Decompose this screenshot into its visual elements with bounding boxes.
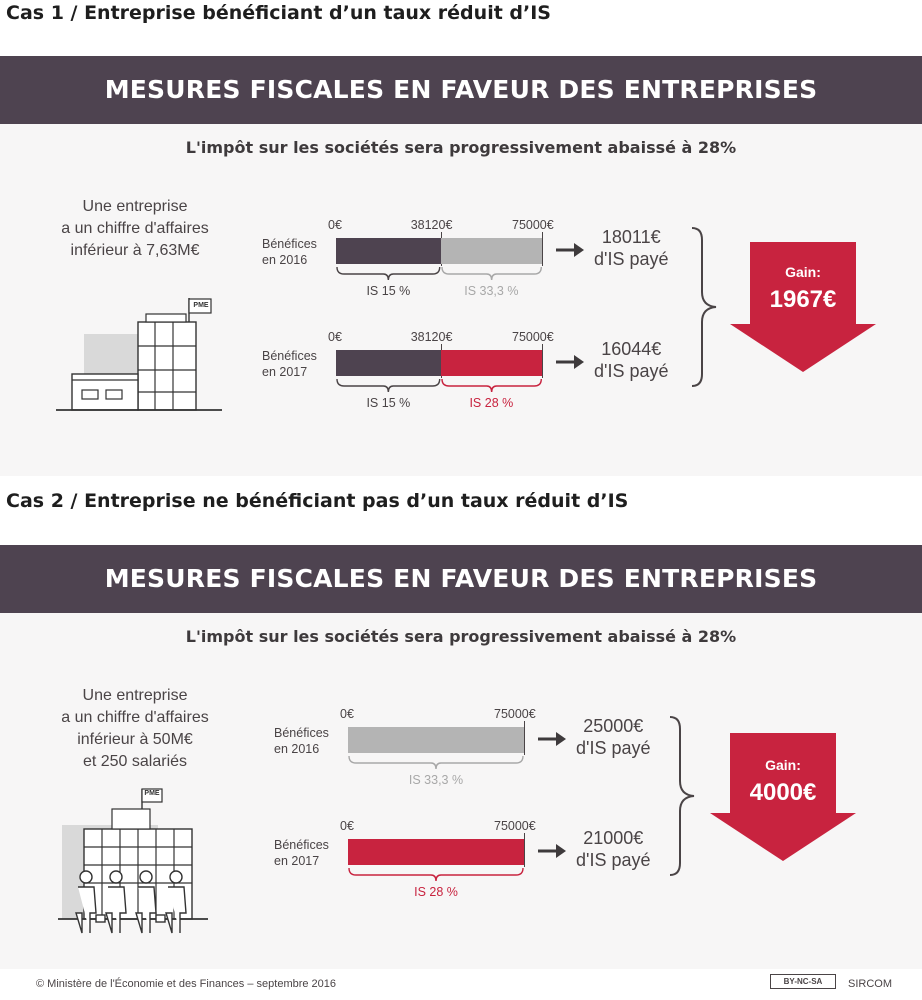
- tax-paid-result: [576, 715, 651, 759]
- row-label-line: en 2017: [274, 854, 320, 868]
- right-arrow-icon: [556, 240, 584, 260]
- tax-paid-line: d'IS payé: [576, 850, 651, 870]
- segment-rate-label: IS 33,3 %: [464, 284, 519, 298]
- segment-brace: [441, 378, 542, 394]
- case2-description-line: Une entreprise: [82, 687, 188, 704]
- case1-gain-label: Gain:: [785, 264, 821, 280]
- case2-group-brace: [668, 715, 698, 877]
- tick-line: [524, 833, 525, 867]
- row-label-line: en 2016: [274, 742, 320, 756]
- case1-subtitle: L'impôt sur les sociétés sera progressivement abaissé à 28%: [185, 138, 737, 157]
- bar-segment: [348, 839, 524, 865]
- tax-paid-result: [594, 226, 669, 270]
- bar-segment: [336, 238, 441, 264]
- case1-description-line: Une entreprise: [82, 198, 188, 215]
- case2-description-line: a un chiffre d'affaires: [61, 709, 209, 726]
- row-label: [262, 348, 317, 380]
- case2-gain-label: Gain:: [765, 757, 801, 773]
- case2-subtitle: L'impôt sur les sociétés sera progressivement abaissé à 28%: [185, 627, 737, 646]
- row-label: [274, 837, 329, 869]
- tick-label: 38120€: [410, 330, 453, 344]
- people-icon: [72, 867, 192, 937]
- segment-rate-label: IS 28 %: [414, 885, 458, 899]
- segment-rate-label: IS 15 %: [366, 284, 411, 298]
- row-label: [262, 236, 317, 268]
- bar-segment: [441, 238, 542, 264]
- case2-description-line: inférieur à 50M€: [77, 731, 193, 748]
- row-label-line: Bénéfices: [262, 349, 317, 363]
- case1-group-brace: [690, 226, 720, 388]
- row-label-line: en 2017: [262, 365, 308, 379]
- building-icon: [52, 296, 227, 414]
- tax-paid-line: 18011€: [601, 227, 661, 247]
- segment-rate-label: IS 28 %: [469, 396, 514, 410]
- case2-description-line: et 250 salariés: [82, 753, 188, 770]
- footer-credit: SIRCOM: [848, 978, 892, 990]
- segment-brace: [336, 378, 441, 394]
- tick-label: 0€: [328, 330, 342, 344]
- tick-label: 0€: [340, 819, 354, 833]
- segment-brace: [348, 867, 524, 883]
- footer-copyright: © Ministère de l'Économie et des Finances – septembre 2016: [36, 978, 337, 990]
- row-label-line: Bénéfices: [274, 726, 329, 740]
- case1-gain-value: 1967€: [769, 286, 837, 313]
- tax-paid-line: 25000€: [583, 716, 644, 736]
- row-label-line: Bénéfices: [274, 838, 329, 852]
- right-arrow-icon: [556, 352, 584, 372]
- case1-gain-arrow: [728, 242, 878, 372]
- case1-banner: MESURES FISCALES EN FAVEUR DES ENTREPRISES: [0, 56, 922, 124]
- tick-label: 38120€: [410, 218, 453, 232]
- tick-label: 75000€: [494, 819, 536, 833]
- building-sign: PME: [144, 790, 160, 797]
- tick-label: 75000€: [494, 707, 536, 721]
- case2-description: [40, 685, 230, 773]
- case1-description-line: a un chiffre d'affaires: [61, 220, 209, 237]
- right-arrow-icon: [538, 841, 566, 861]
- case2-gain-value: 4000€: [749, 779, 817, 806]
- tax-paid-line: 16044€: [601, 339, 662, 359]
- right-arrow-icon: [538, 729, 566, 749]
- tick-line: [542, 232, 543, 266]
- cc-license-icon: BY-NC-SA: [770, 974, 836, 989]
- case1-panel: [0, 56, 922, 476]
- segment-brace: [348, 755, 524, 771]
- tick-label: 0€: [340, 707, 354, 721]
- case2-gain-arrow: [708, 733, 858, 861]
- bar-segment: [441, 350, 542, 376]
- tick-label: 75000€: [512, 330, 554, 344]
- tick-label: 75000€: [512, 218, 554, 232]
- tax-paid-line: d'IS payé: [594, 361, 669, 381]
- tick-line: [542, 344, 543, 378]
- bar-segment: [336, 350, 441, 376]
- tick-line: [524, 721, 525, 755]
- building-sign: PME: [193, 302, 209, 309]
- row-label-line: en 2016: [262, 253, 308, 267]
- tax-paid-line: 21000€: [583, 828, 644, 848]
- segment-rate-label: IS 15 %: [366, 396, 411, 410]
- case2-panel: [0, 545, 922, 969]
- segment-rate-label: IS 33,3 %: [408, 773, 464, 787]
- tax-paid-result: [594, 338, 669, 382]
- row-label-line: Bénéfices: [262, 237, 317, 251]
- tax-paid-result: [576, 827, 651, 871]
- tax-paid-line: d'IS payé: [594, 249, 669, 269]
- bar-segment: [348, 727, 524, 753]
- case2-title: Cas 2 / Entreprise ne bénéficiant pas d’un taux réduit d’IS: [6, 490, 629, 512]
- segment-brace: [441, 266, 542, 282]
- case1-description: [40, 196, 230, 262]
- row-label: [274, 725, 329, 757]
- case2-banner: MESURES FISCALES EN FAVEUR DES ENTREPRISES: [0, 545, 922, 613]
- case1-description-line: inférieur à 7,63M€: [70, 242, 200, 259]
- case1-title: Cas 1 / Entreprise bénéficiant d’un taux réduit d’IS: [6, 2, 551, 24]
- segment-brace: [336, 266, 441, 282]
- tax-paid-line: d'IS payé: [576, 738, 651, 758]
- tick-label: 0€: [328, 218, 342, 232]
